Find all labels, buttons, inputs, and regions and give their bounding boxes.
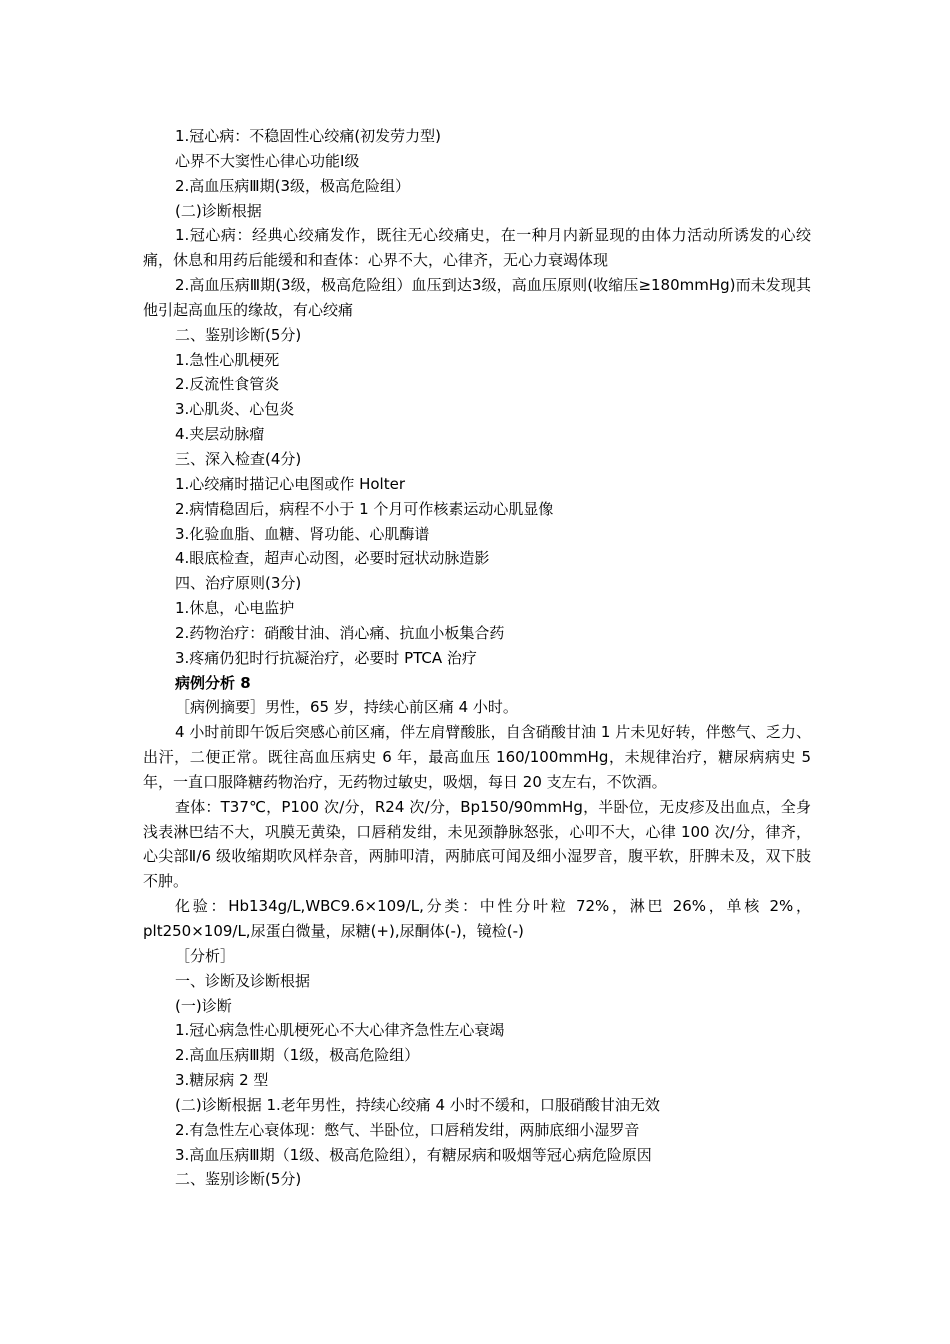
text-line: 1.急性心肌梗死 [175, 350, 280, 369]
text-line: 3.疼痛仍犯时行抗凝治疗，必要时 PTCA 治疗 [175, 648, 477, 667]
paragraph: 1.冠心病：经典心绞痛发作，既往无心绞痛史，在一种月内新显现的由体力活动所诱发的心绞痛，休息和用药后能缓和和查体：心界不大，心律齐，无心力衰竭体现 [143, 226, 811, 270]
paragraph: 查体：T37℃，P100 次/分，R24 次/分，Bp150/90mmHg，半卧位，无皮疹及出血点，全身浅表淋巴结不大，巩膜无黄染，口唇稍发绀，未见颈静脉怒张，心叩不大，心律 100 次/分，律齐，心尖部Ⅱ/6 级收缩期吹风样杂音，两肺叩清，两肺底可闻及细小湿罗音，腹平软，肝脾未及，双下肢不肿。 [143, 797, 811, 891]
text-line: 3.化验血脂、血糖、肾功能、心肌酶谱 [175, 524, 430, 543]
paragraph: 2.高血压病Ⅲ期(3级，极高危险组）血压到达3级，高血压原则(收缩压≥180mmHg)而未发现其他引起高血压的缘故，有心绞痛 [143, 276, 811, 319]
text-line: (一)诊断 [175, 996, 232, 1015]
document-body [143, 124, 811, 1192]
text-line: 1.冠心病：不稳固性心绞痛(初发劳力型) [175, 127, 442, 145]
text-line: 二、鉴别诊断(5分) [175, 325, 302, 344]
text-line: ［病例摘要］男性，65 岁，持续心前区痛 4 小时。 [175, 698, 518, 717]
text-line: 3.糖尿病 2 型 [175, 1071, 269, 1090]
text-line: 4.眼底检查，超声心动图，必要时冠状动脉造影 [175, 549, 490, 568]
text-line: 2.有急性左心衰体现：憋气、半卧位，口唇稍发绀，两肺底细小湿罗音 [175, 1120, 640, 1139]
paragraph: 4 小时前即午饭后突感心前区痛，伴左肩臂酸胀，自含硝酸甘油 1 片未见好转，伴憋气、乏力、出汗，二便正常。既往高血压病史 6 年，最高血压 160/100mmHg，未规律治疗，糖尿病病史 5 年，一直口服降糖药物治疗，无药物过敏史，吸烟，每日 20 支左右，不饮酒。 [143, 723, 811, 791]
text-line: 2.高血压病Ⅲ期(3级，极高危险组） [175, 176, 411, 195]
text-line: 3.高血压病Ⅲ期（1级、极高危险组），有糖尿病和吸烟等冠心病危险原因 [175, 1145, 652, 1164]
text-line: 1.冠心病急性心肌梗死心不大心律齐急性左心衰竭 [175, 1021, 505, 1040]
text-line: 3.心肌炎、心包炎 [175, 400, 295, 419]
text-line: 2.病情稳固后，病程不小于 1 个月可作核素运动心肌显像 [175, 499, 554, 518]
text-line: 4.夹层动脉瘤 [175, 425, 265, 444]
text-line: (二)诊断根据 [175, 201, 262, 220]
text-line: 一、诊断及诊断根据 [175, 971, 311, 990]
text-line: 心界不大窦性心律心功能Ⅰ级 [175, 151, 360, 170]
text-line: 1.休息，心电监护 [175, 599, 295, 618]
paragraph: 化验：Hb134g/L,WBC9.6×109/L,分类：中性分叶粒 72%，淋巴 26%，单核 2%，plt250×109/L,尿蛋白微量，尿糖(+),尿酮体(-)，镜检(-) [143, 897, 811, 940]
text-line: 2.高血压病Ⅲ期（1级，极高危险组） [175, 1046, 420, 1065]
text-line: (二)诊断根据 1.老年男性，持续心绞痛 4 小时不缓和，口服硝酸甘油无效 [175, 1095, 660, 1114]
text-line: 1.心绞痛时描记心电图或作 Holter [175, 474, 405, 493]
case-heading: 病例分析 8 [175, 673, 251, 692]
text-line: 2.反流性食管炎 [175, 375, 280, 394]
text-line: ［分析］ [175, 946, 236, 965]
text-line: 2.药物治疗：硝酸甘油、消心痛、抗血小板集合药 [175, 623, 505, 642]
text-line: 三、深入检查(4分) [175, 449, 302, 468]
text-line: 四、治疗原则(3分) [175, 574, 302, 593]
text-line: 二、鉴别诊断(5分) [175, 1170, 302, 1189]
